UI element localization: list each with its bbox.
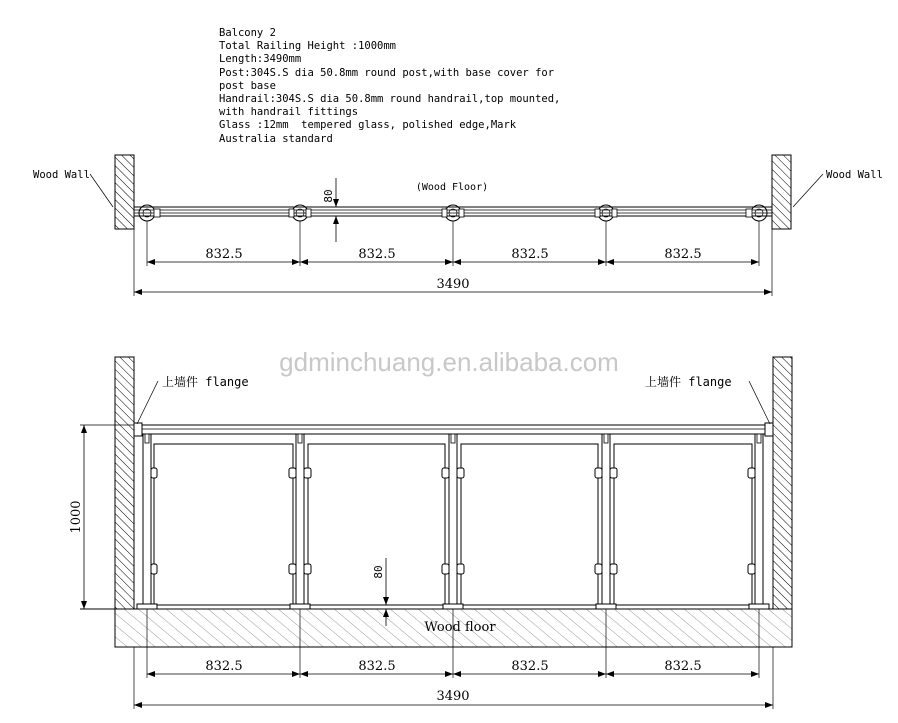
spec-line: post base [219,79,276,92]
leader-line [137,381,158,424]
plan-offset-label: 80 [322,189,335,203]
leader-line [793,174,823,207]
glass-panel [308,444,445,605]
glass-panel [154,444,293,605]
flange-right [765,423,773,436]
elev-segment-label: 832.5 [664,659,702,674]
spec-line: Handrail:304S.S dia 50.8mm round handrail,top mounted, [219,93,561,106]
plan-floor-label: (Wood Floor) [415,182,489,193]
plan-view [33,155,883,296]
flange-right-label: 上墙件 flange [645,375,732,389]
plan-wall-left-label: Wood Wall [33,169,90,181]
leader-line [749,381,770,424]
elevation-view [69,357,792,709]
spec-line: Balcony 2 [219,27,276,39]
leader-line [90,174,113,207]
plan-segment-label: 832.5 [358,247,396,262]
glass-panel [461,444,598,605]
spec-line: Australia standard [219,132,333,145]
plan-wall-left [115,155,134,229]
flange-left [134,423,142,436]
elev-segment-label: 832.5 [511,659,549,674]
plan-total-label: 3490 [436,277,470,292]
height-label: 1000 [69,500,84,534]
elev-segment-label: 832.5 [205,659,243,674]
elev-total-label: 3490 [436,689,470,704]
elev-segment-label: 832.5 [358,659,396,674]
elev-floor-label: Wood floor [424,620,496,635]
plan-segment-label: 832.5 [205,247,243,262]
glass-panel [614,444,752,605]
plan-wall-right [772,155,791,229]
flange-left-label: 上墙件 flange [162,375,249,389]
gap-label: 80 [372,565,385,579]
spec-line: Post:304S.S dia 50.8mm round post,with base cover for [219,66,555,79]
plan-wall-right-label: Wood Wall [826,169,883,181]
watermark: gdminchuang.en.alibaba.com [279,347,619,377]
plan-segment-label: 832.5 [664,247,702,262]
elev-handrail [134,425,773,434]
plan-segment-label: 832.5 [511,247,549,262]
elev-wall-left [115,357,134,609]
spec-line: Length:3490mm [219,53,302,66]
elev-wall-right [773,357,792,609]
spec-line: Glass :12mm tempered glass, polished edge,Mark [219,119,517,132]
spec-line: Total Railing Height :1000mm [219,40,397,53]
spec-line: with handrail fittings [219,106,359,119]
